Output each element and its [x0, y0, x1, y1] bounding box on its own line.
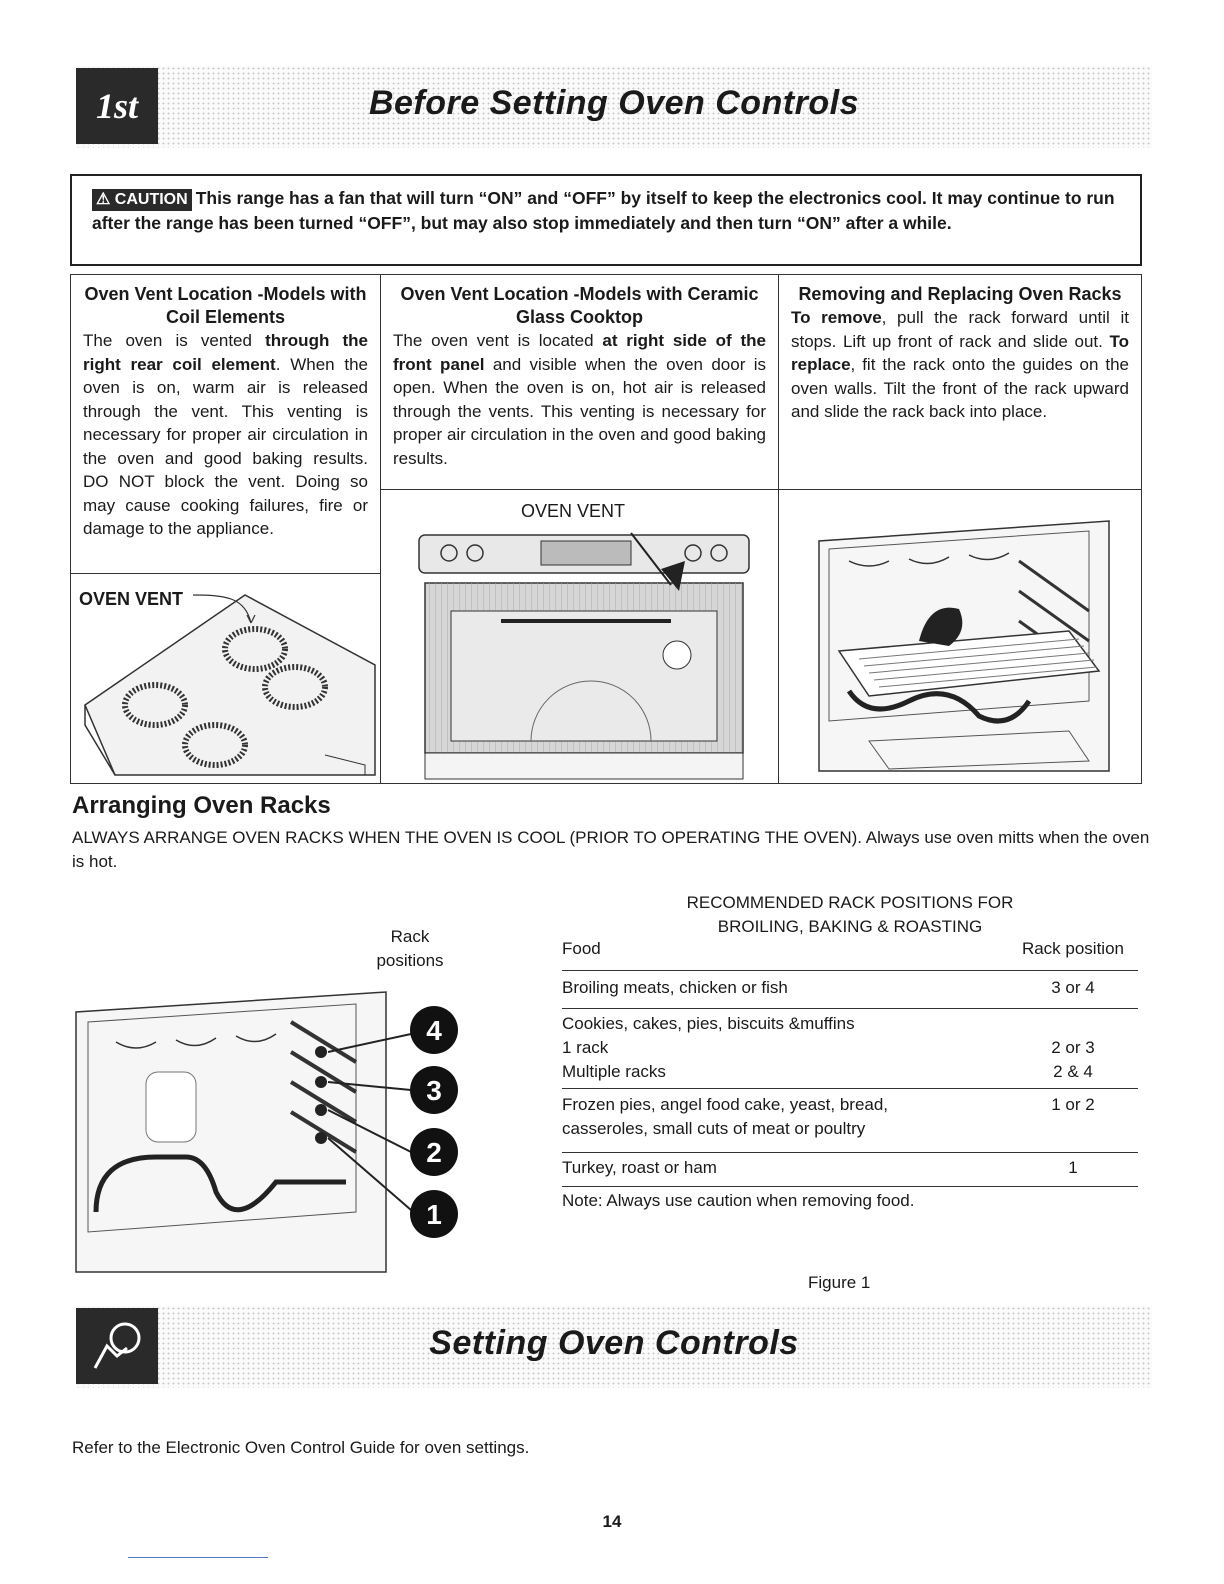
page-number: 14 [602, 1512, 622, 1531]
section-title-2: Setting Oven Controls [429, 1324, 799, 1362]
caution-text: This range has a fan that will turn “ON” and “OFF” by itself to keep the electronics cool. It may continue to run after the range has been turned “OFF”, but may also stop immediately and then turn “ON” after a while. [92, 188, 1115, 233]
section-banner-before-setting [76, 66, 1152, 148]
refer-text: Refer to the Electronic Oven Control Guide for oven settings. [72, 1438, 530, 1457]
table-row: Turkey, roast or ham 1 [562, 1152, 1138, 1186]
caution-badge: ⚠ CAUTION [92, 189, 192, 211]
rack-number-2: 2 [426, 1137, 442, 1168]
rack-table-title: RECOMMENDED RACK POSITIONS FOR BROILING, BAKING & ROASTING [686, 893, 1014, 936]
table-row: Frozen pies, angel food cake, yeast, bread, 1 or 2 casseroles, small cuts of meat or poultry [562, 1088, 1138, 1152]
table-row: Cookies, cakes, pies, biscuits &muffins 1 rack 2 or 3 Multiple racks 2 & 4 [562, 1008, 1138, 1088]
rack-table-header [562, 939, 1138, 959]
coil-models-column [71, 275, 381, 783]
rack-removal-illustration [809, 501, 1129, 781]
table-note: Note: Always use caution when removing food. [562, 1191, 915, 1210]
rack-column-header: Rack position [1021, 939, 1124, 958]
oven-vent-label: OVEN VENT [79, 589, 184, 609]
coil-heading: Oven Vent Location -Models with Coil Elements [84, 284, 367, 327]
ceramic-text: The oven vent is located at right side of the front panel and visible when the oven door is open. When the oven is on, hot air is released through the vents. This venting is necessary for proper air circulation in the oven and good baking results. [393, 331, 766, 468]
rack-positions-label: Rack positions [376, 927, 444, 970]
first-step-icon: 1st [76, 68, 158, 144]
arranging-heading: Arranging Oven Racks [72, 792, 331, 819]
ceramic-oven-illustration [411, 525, 756, 783]
arranging-intro: ALWAYS ARRANGE OVEN RACKS WHEN THE OVEN IS COOL (PRIOR TO OPERATING THE OVEN). Always use oven mitts when the oven is hot. [72, 828, 1150, 871]
section-banner-setting-controls [76, 1306, 1152, 1388]
rack-number-4: 4 [426, 1015, 442, 1046]
racks-text: To remove, pull the rack forward until it stops. Lift up front of rack and slide out. To replace, fit the rack onto the guides on the oven walls. Tilt the front of the rack upward and slide the rack back into place. [791, 308, 1129, 421]
coil-cooktop-illustration [75, 575, 377, 783]
coil-text: The oven is vented through the right rear coil element. When the oven is on, warm air is released through the vent. This venting is necessary for proper air circulation in the oven and good baking results. DO NOT block the vent. Doing so may cause cooking failures, fire or damage to the appliance. [83, 331, 369, 538]
section-title: Before Setting Oven Controls [368, 84, 860, 122]
caution-box [70, 174, 1142, 266]
oven-vent-label-2: OVEN VENT [521, 501, 626, 521]
racks-heading: Removing and Replacing Oven Racks [798, 284, 1122, 304]
rack-number-3: 3 [426, 1075, 442, 1106]
racks-column [779, 275, 1141, 783]
rack-positions-illustration [66, 982, 476, 1282]
table-row: Broiling meats, chicken or fish 3 or 4 [562, 970, 1138, 1008]
food-column-header: Food [562, 939, 601, 958]
ceramic-models-column [381, 275, 779, 783]
figure-caption: Figure 1 [808, 1273, 871, 1292]
vent-info-grid [70, 274, 1142, 784]
ceramic-heading: Oven Vent Location -Models with Ceramic Glass Cooktop [400, 284, 759, 327]
rack-number-1: 1 [426, 1199, 442, 1230]
